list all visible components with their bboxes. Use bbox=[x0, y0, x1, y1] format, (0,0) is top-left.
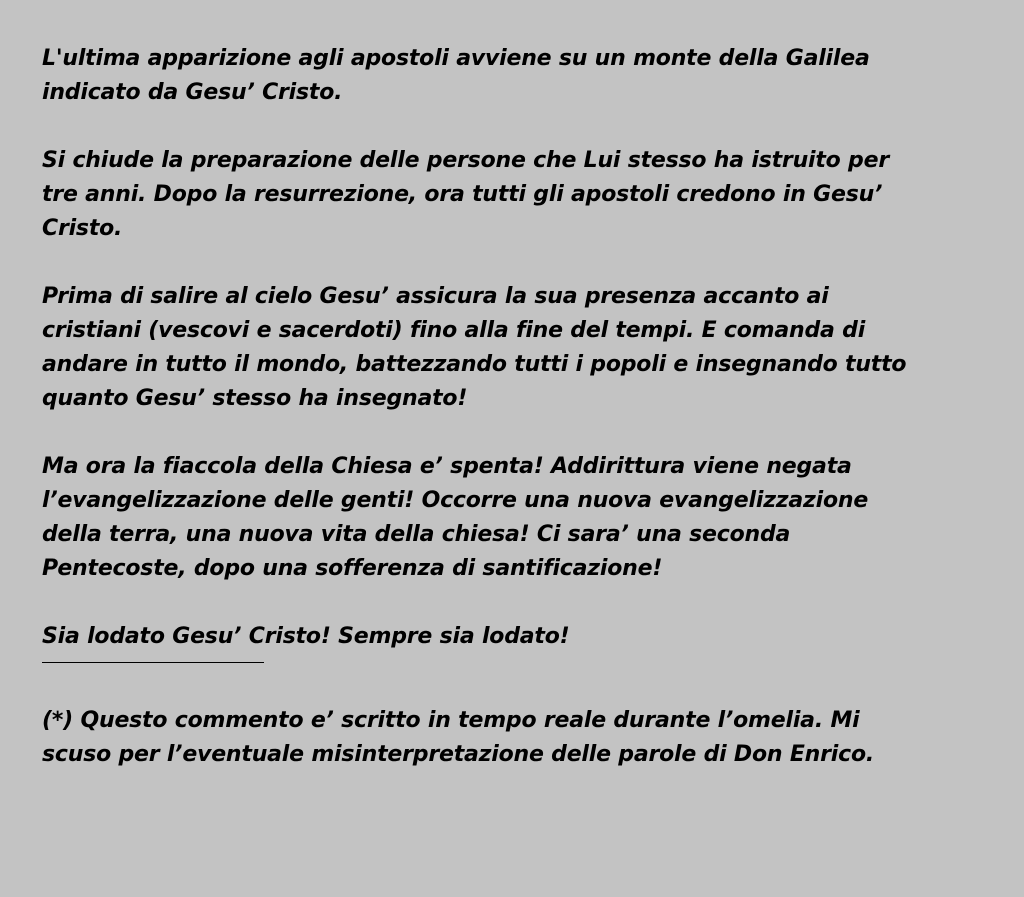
text-line: Sia lodato Gesu’ Cristo! Sempre sia lodato! bbox=[42, 624, 570, 649]
paragraph-last-appearance bbox=[42, 42, 1002, 110]
text-line: Prima di salire al cielo Gesu’ assicura la sua presenza accanto ai bbox=[42, 284, 829, 309]
text-line: andare in tutto il mondo, battezzando tutti i popoli e insegnando tutto bbox=[42, 352, 907, 377]
text-line: cristiani (vescovi e sacerdoti) fino alla fine del tempi. E comanda di bbox=[42, 318, 866, 343]
text-line: quanto Gesu’ stesso ha insegnato! bbox=[42, 386, 468, 411]
text-line: scuso per l’eventuale misinterpretazione delle parole di Don Enrico. bbox=[42, 742, 875, 767]
text-line: indicato da Gesu’ Cristo. bbox=[42, 80, 343, 105]
paragraph-praise bbox=[42, 620, 1002, 654]
paragraph-ascension bbox=[42, 280, 1002, 416]
text-line: l’evangelizzazione delle genti! Occorre una nuova evangelizzazione bbox=[42, 488, 869, 513]
text-line: Pentecoste, dopo una sofferenza di santificazione! bbox=[42, 556, 663, 581]
text-line: Cristo. bbox=[42, 216, 123, 241]
paragraph-preparation bbox=[42, 144, 1002, 246]
text-line: tre anni. Dopo la resurrezione, ora tutti gli apostoli credono in Gesu’ bbox=[42, 182, 883, 207]
paragraph-evangelization bbox=[42, 450, 1002, 586]
text-line: (*) Questo commento e’ scritto in tempo reale durante l’omelia. Mi bbox=[42, 708, 860, 733]
footnote bbox=[42, 704, 1002, 772]
text-line: della terra, una nuova vita della chiesa! Ci sara’ una seconda bbox=[42, 522, 791, 547]
text-line: Si chiude la preparazione delle persone che Lui stesso ha istruito per bbox=[42, 148, 889, 173]
document-body bbox=[42, 42, 1002, 806]
footnote-separator bbox=[42, 662, 264, 663]
text-line: Ma ora la fiaccola della Chiesa e’ spenta! Addirittura viene negata bbox=[42, 454, 852, 479]
text-line: L'ultima apparizione agli apostoli avviene su un monte della Galilea bbox=[42, 46, 870, 71]
